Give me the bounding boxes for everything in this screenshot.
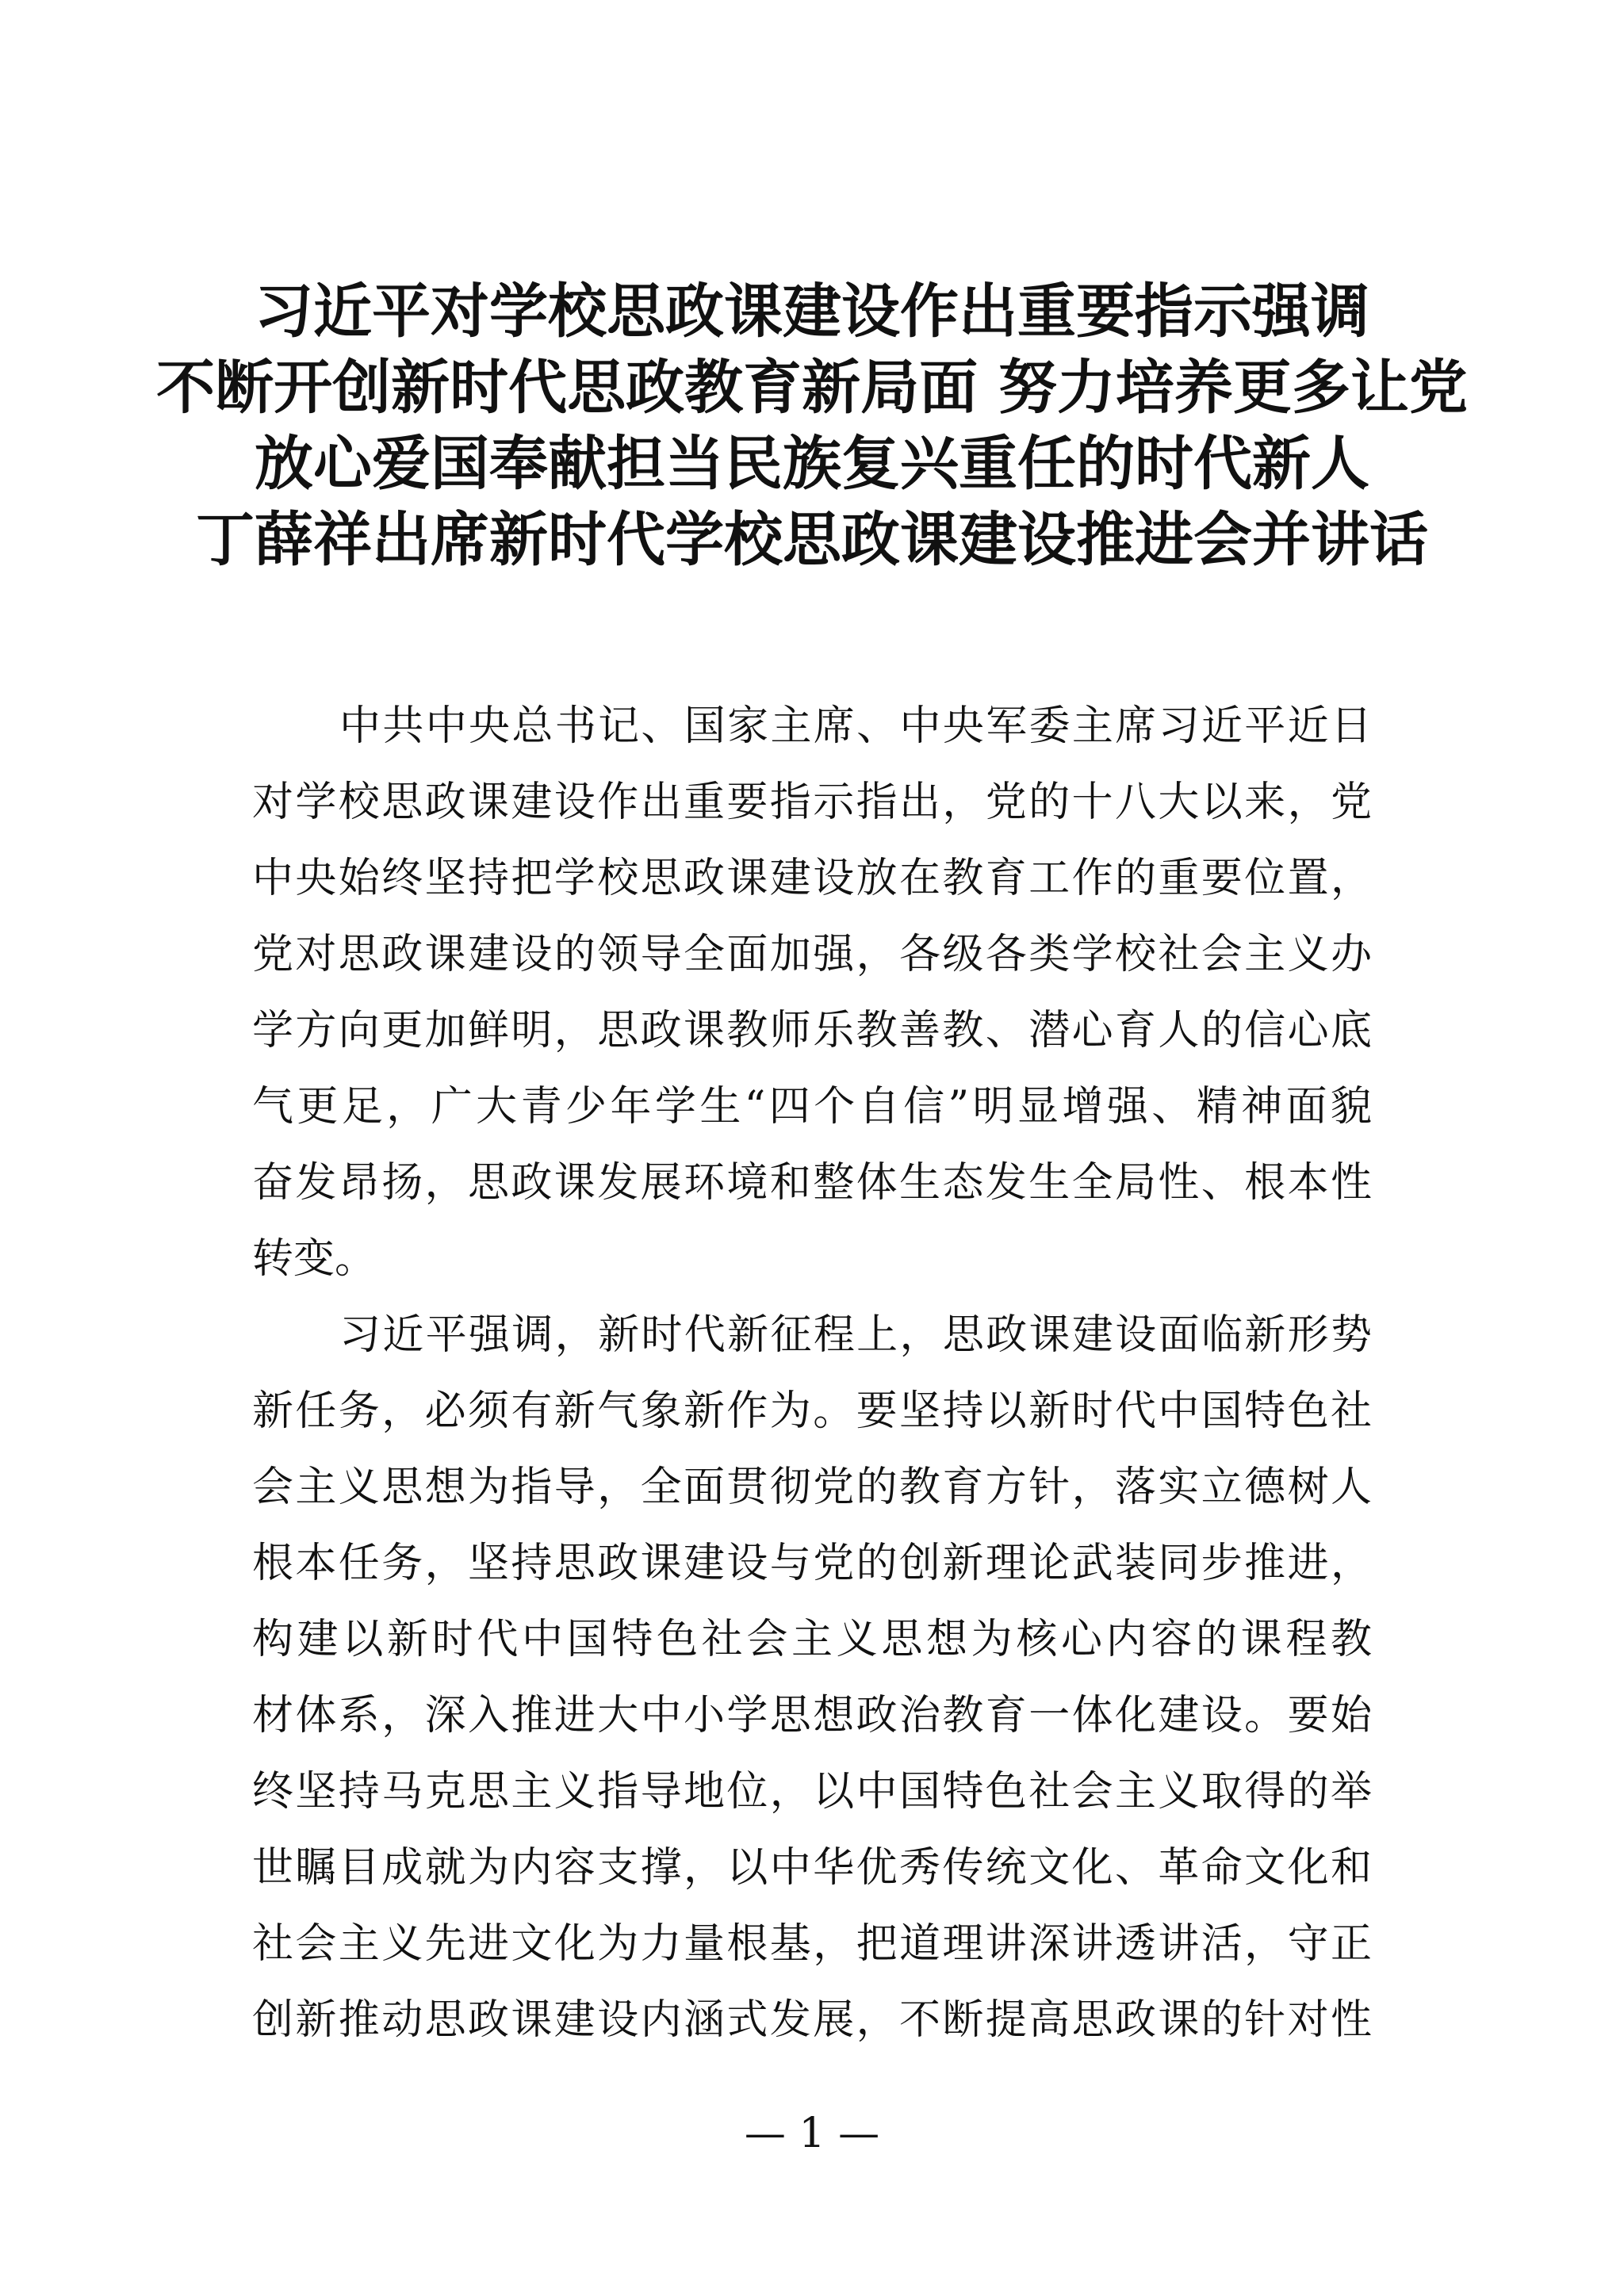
title-line: 习近平对学校思政课建设作出重要指示强调 — [255, 277, 1369, 346]
text-line: 对学校思政课建设作出重要指示指出，党的十八大以来，党 — [252, 779, 1372, 826]
title-line: 丁薛祥出席新时代学校思政课建设推进会并讲话 — [196, 506, 1428, 574]
article-title — [119, 274, 1505, 578]
text-line: 习近平强调，新时代新征程上，思政课建设面临新形势 — [339, 1311, 1372, 1359]
text-line: 创新推动思政课建设内涵式发展，不断提高思政课的针对性 — [252, 1996, 1372, 2044]
article-body — [252, 688, 1372, 2058]
text-line: 气更足，广大青少年学生“四个自信”明显增强、精神面貌 — [252, 1083, 1372, 1131]
title-line: 不断开创新时代思政教育新局面 努力培养更多让党 — [156, 354, 1468, 422]
text-line: 根本任务，坚持思政课建设与党的创新理论武装同步推进， — [252, 1540, 1372, 1587]
text-line: 中央始终坚持把学校思政课建设放在教育工作的重要位置， — [252, 855, 1372, 902]
page-number: — 1 — — [744, 2110, 880, 2157]
text-line: 材体系，深入推进大中小学思想政治教育一体化建设。要始 — [252, 1692, 1372, 1739]
text-line: 转变。 — [252, 1235, 377, 1283]
text-line: 社会主义先进文化为力量根基，把道理讲深讲透讲活，守正 — [252, 1920, 1372, 1968]
text-line: 党对思政课建设的领导全面加强，各级各类学校社会主义办 — [252, 931, 1372, 978]
text-line: 终坚持马克思主义指导地位，以中国特色社会主义取得的举 — [252, 1768, 1372, 1816]
title-line: 放心爱国奉献担当民族复兴重任的时代新人 — [255, 430, 1369, 498]
text-line: 世瞩目成就为内容支撑，以中华优秀传统文化、革命文化和 — [252, 1844, 1372, 1892]
paragraph-2 — [252, 1297, 1372, 2058]
text-line: 学方向更加鲜明，思政课教师乐教善教、潜心育人的信心底 — [252, 1007, 1372, 1054]
text-line: 构建以新时代中国特色社会主义思想为核心内容的课程教 — [252, 1616, 1372, 1663]
text-line: 奋发昂扬，思政课发展环境和整体生态发生全局性、根本性 — [252, 1159, 1372, 1207]
text-line: 中共中央总书记、国家主席、中央军委主席习近平近日 — [339, 702, 1372, 750]
paragraph-1 — [252, 688, 1372, 1297]
text-line: 会主义思想为指导，全面贯彻党的教育方针，落实立德树人 — [252, 1464, 1372, 1511]
text-line: 新任务，必须有新气象新作为。要坚持以新时代中国特色社 — [252, 1387, 1372, 1435]
